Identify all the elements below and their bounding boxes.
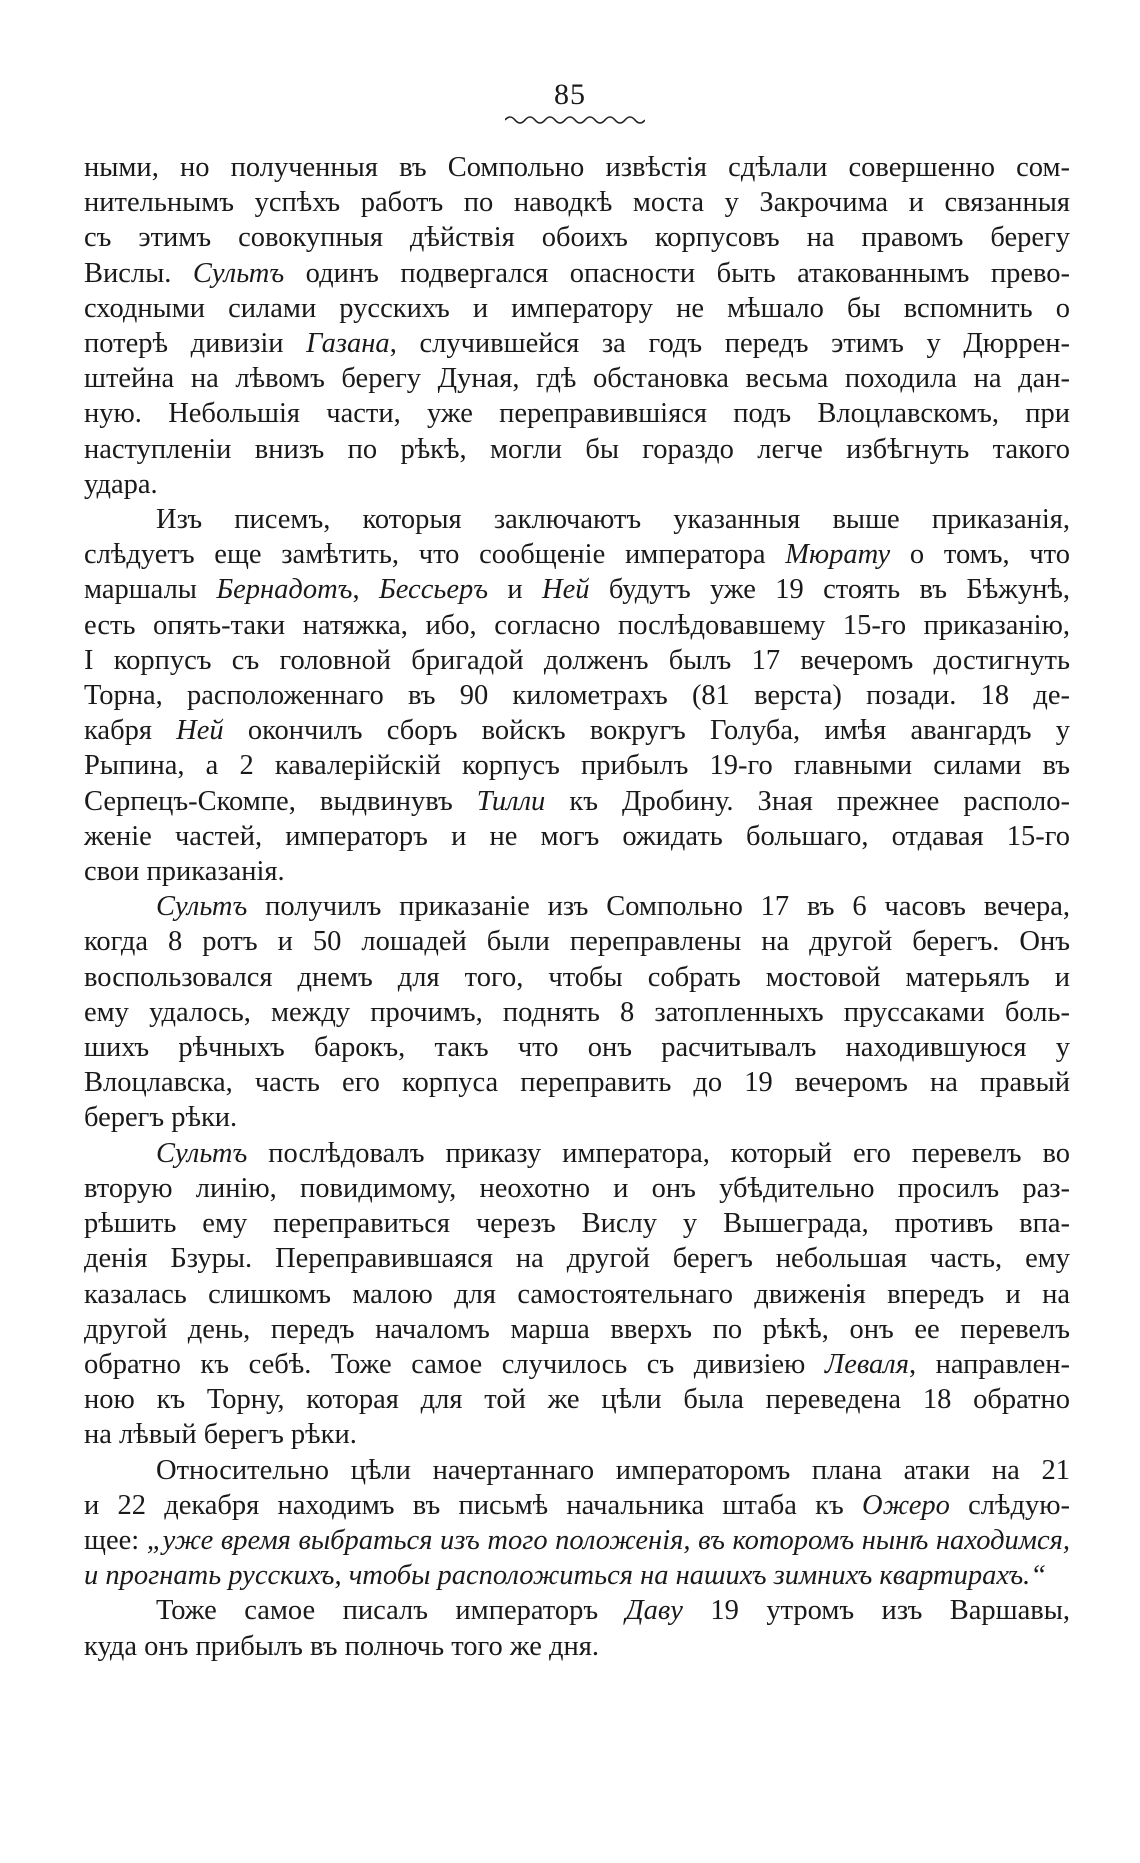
italic-name: Сультъ xyxy=(156,1137,248,1169)
paragraph xyxy=(84,1593,1070,1663)
italic-name: Ожеро xyxy=(862,1489,950,1521)
text-line: Влоцлавска, часть его корпуса переправить до 19 вечеромъ на правый xyxy=(84,1067,1070,1099)
text-line: наступленіи внизъ по рѣкѣ, могли бы гораздо легче избѣгнуть такого xyxy=(84,433,1070,465)
text-line: маршалы Бернадотъ, Бессьеръ и Ней будутъ уже 19 стоять въ Бѣжунѣ, xyxy=(84,574,1070,606)
text-line: Изъ писемъ, которыя заключаютъ указанныя выше приказанія, xyxy=(156,504,1070,536)
text-line: Тоже самое писалъ императоръ Даву 19 утромъ изъ Варшавы, xyxy=(156,1595,1071,1627)
text-line: воспользовался днемъ для того, чтобы собрать мостовой матерьялъ и xyxy=(84,961,1070,993)
text-line: I корпусъ съ головной бригадой долженъ былъ 17 вечеромъ достигнуть xyxy=(84,644,1070,676)
text-line: штейна на лѣвомъ берегу Дуная, гдѣ обстановка весьма походила на дан- xyxy=(84,363,1070,395)
text-line: съ этимъ совокупныя дѣйствія обоихъ корпусовъ на правомъ берегу xyxy=(84,222,1070,254)
paragraph xyxy=(84,150,1070,502)
italic-name: Ней xyxy=(542,574,590,606)
wavy-rule-ornament xyxy=(505,112,645,126)
italic-name: Леваля xyxy=(824,1348,909,1380)
text-line: женіе частей, императоръ и не могъ ожидать большаго, отдавая 15-го xyxy=(84,820,1070,852)
text-line: куда онъ прибылъ въ полночь того же дня. xyxy=(84,1630,599,1662)
text-line: щее: „уже время выбраться изъ того положенія, въ которомъ нынѣ находимся, xyxy=(84,1524,1070,1556)
text-line: на лѣвый берегъ рѣки. xyxy=(84,1419,357,1451)
text-line: Относительно цѣли начертаннаго императоромъ плана атаки на 21 xyxy=(156,1454,1070,1486)
page-number: 85 xyxy=(554,78,586,111)
paragraph xyxy=(84,502,1070,889)
text-line: ными, но полученныя въ Сомпольно извѣстія сдѣлали совершенно сом- xyxy=(84,152,1070,183)
paragraph xyxy=(84,1453,1070,1594)
body-text xyxy=(84,150,1070,1664)
text-line: обратно къ себѣ. Тоже самое случилось съ дивизіею Леваля, направлен- xyxy=(84,1348,1071,1380)
text-line: казалась слишкомъ малою для самостоятельнаго движенія впередъ и на xyxy=(84,1278,1070,1310)
italic-name: Тилли xyxy=(476,785,546,817)
italic-name: Даву xyxy=(625,1595,683,1627)
italic-name: Ней xyxy=(176,715,224,747)
text-line: и 22 декабря находимъ въ письмѣ начальника штаба къ Ожеро слѣдую- xyxy=(84,1489,1071,1521)
text-line: другой день, передъ началомъ марша вверхъ по рѣкѣ, онъ ее перевелъ xyxy=(84,1313,1070,1345)
italic-name: и прогнать русскихъ, чтобы расположиться на нашихъ зимнихъ квартирахъ.“ xyxy=(84,1560,1047,1592)
text-line: рѣшить ему переправиться черезъ Вислу у Вышеграда, противъ впа- xyxy=(84,1208,1070,1240)
text-line: Торна, расположеннаго въ 90 километрахъ (81 верста) позади. 18 де- xyxy=(84,680,1070,712)
text-line: когда 8 ротъ и 50 лошадей были переправлены на другой берегъ. Онъ xyxy=(84,926,1070,958)
paragraph xyxy=(84,1136,1070,1453)
text-line: удара. xyxy=(84,468,158,500)
text-line: Вислы. Сультъ одинъ подвергался опасности быть атакованнымъ прево- xyxy=(84,257,1070,289)
text-line: свои приказанія. xyxy=(84,856,285,888)
text-line: Серпецъ-Скомпе, выдвинувъ Тилли къ Дробину. Зная прежнее располо- xyxy=(84,785,1071,817)
text-line: шихъ рѣчныхъ барокъ, такъ что онъ расчитывалъ находившуюся у xyxy=(84,1032,1070,1064)
italic-name: Бернадотъ xyxy=(216,574,353,606)
text-line: ную. Небольшія части, уже переправившіяся подъ Влоцлавскомъ, при xyxy=(84,398,1070,430)
text-line: ему удалось, между прочимъ, поднять 8 затопленныхъ пруссаками боль- xyxy=(84,996,1070,1028)
text-line: потерѣ дивизіи Газана, случившейся за годъ передъ этимъ у Дюррен- xyxy=(84,328,1070,360)
text-line: слѣдуетъ еще замѣтить, что сообщеніе императора Мюрату о томъ, что xyxy=(84,539,1070,571)
italic-name: Сультъ xyxy=(156,891,248,923)
paragraph xyxy=(84,889,1070,1135)
italic-name: „уже время выбраться изъ того положенія, въ которомъ нынѣ находимся, xyxy=(146,1524,1070,1556)
italic-name: Сультъ xyxy=(192,257,285,289)
italic-name: Газана xyxy=(306,328,390,360)
text-line: кабря Ней окончилъ сборъ войскъ вокругъ Голуба, имѣя авангардъ у xyxy=(84,715,1070,747)
italic-name: Бессьеръ xyxy=(378,574,489,606)
text-line: Рыпина, а 2 кавалерійскій корпусъ прибылъ 19-го главными силами въ xyxy=(84,750,1070,782)
text-line: ною къ Торну, которая для той же цѣли была переведена 18 обратно xyxy=(84,1384,1070,1416)
text-line: есть опять-таки натяжка, ибо, согласно послѣдовавшему 15-го приказанію, xyxy=(84,609,1070,641)
text-line: денія Бзуры. Переправившаяся на другой берегъ небольшая часть, ему xyxy=(84,1243,1070,1275)
text-line: берегъ рѣки. xyxy=(84,1102,238,1134)
text-line: вторую линію, повидимому, неохотно и онъ убѣдительно просилъ раз- xyxy=(84,1172,1070,1204)
text-line: сходными силами русскихъ и императору не мѣшало бы вспомнить о xyxy=(84,292,1070,324)
text-line: Сультъ послѣдовалъ приказу императора, который его перевелъ во xyxy=(156,1137,1070,1169)
italic-name: Мюрату xyxy=(785,539,891,571)
text-line: Сультъ получилъ приказаніе изъ Сомпольно 17 въ 6 часовъ вечера, xyxy=(156,891,1070,923)
text-line xyxy=(84,1558,1070,1593)
text-line: нительнымъ успѣхъ работъ по наводкѣ моста у Закрочима и связанныя xyxy=(84,187,1070,219)
